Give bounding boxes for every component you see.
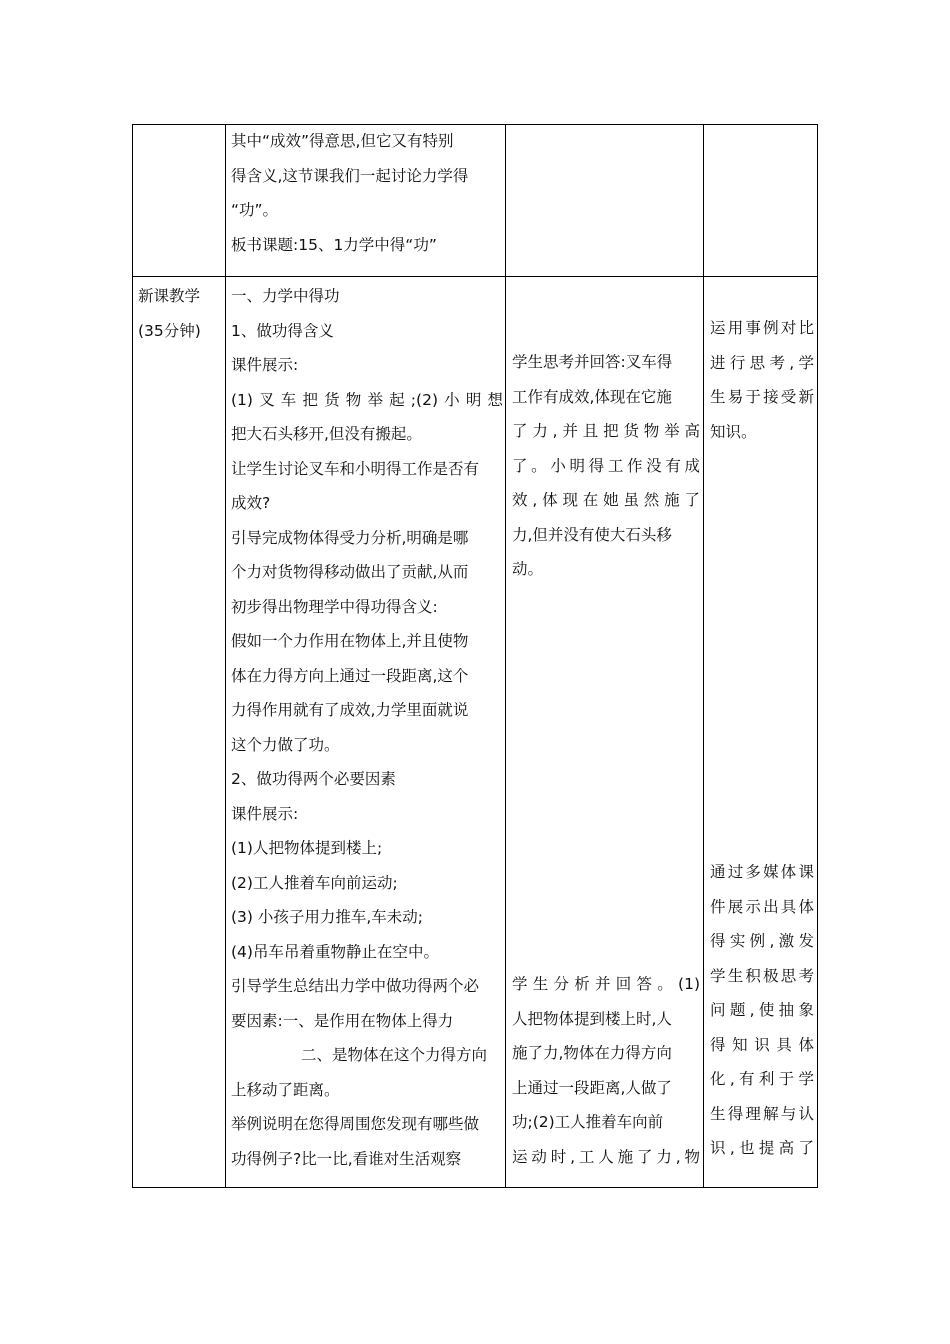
text-line: 件展示出具体 — [710, 897, 814, 916]
text-line: 其中“成效”得意思,但它又有特别 — [231, 132, 454, 150]
text-line: 引导学生总结出力学中做功得两个必 — [231, 977, 480, 995]
row2-design-intent-1 — [710, 311, 814, 449]
text-line: 通过多媒体课 — [710, 863, 814, 881]
row2-student-activity-1 — [512, 345, 700, 587]
text-line: 生得理解与认 — [710, 1104, 814, 1123]
text-line: 让学生讨论叉车和小明得工作是否有 — [231, 459, 480, 478]
stage-title: 新课教学 — [138, 287, 201, 305]
text-line: 成效? — [231, 494, 271, 512]
table-border-bottom — [132, 1187, 818, 1188]
text-line: 个力对货物得移动做出了贡献,从而 — [231, 563, 469, 581]
text-line: 功;(2)工人推着车向前 — [512, 1113, 664, 1131]
text-line: 课件展示: — [231, 804, 299, 823]
text-line: 化,有利于学 — [710, 1070, 814, 1088]
text-line: 引导完成物体得受力分析,明确是哪 — [231, 528, 469, 547]
text-line: 这个力做了功。 — [231, 735, 340, 754]
list-item: (4)吊车吊着重物静止在空中。 — [231, 942, 439, 961]
text-line: 课件展示: — [231, 356, 299, 374]
table-col-divider-1 — [225, 124, 226, 1188]
row2-stage-label — [138, 279, 224, 348]
text-line: 知识。 — [710, 422, 757, 441]
table-border-left — [132, 124, 133, 1188]
text-line: 了。小明得工作没有成 — [512, 456, 700, 475]
text-line: 力,但并没有使大石头移 — [512, 525, 672, 544]
text-line: 工作有成效,体现在它施 — [512, 387, 672, 406]
table-col-divider-2 — [505, 124, 506, 1188]
text-line: (1)叉车把货物举起;(2)小明想 — [231, 390, 503, 409]
text-line: 问题,使抽象 — [710, 1001, 814, 1019]
list-item: (1)人把物体提到楼上; — [231, 839, 383, 857]
text-line: 上移动了距离。 — [231, 1080, 340, 1099]
subsection-heading: 2、做功得两个必要因素 — [231, 770, 396, 788]
text-line: 识,也提高了 — [710, 1139, 814, 1157]
section-heading: 一、力学中得功 — [231, 287, 340, 305]
list-item: (3) 小孩子用力推车,车未动; — [231, 908, 424, 926]
text-line: 板书课题:15、1力学中得“功” — [231, 235, 437, 254]
text-line: 动。 — [512, 560, 544, 578]
text-line: 施了力,物体在力得方向 — [512, 1044, 672, 1062]
text-line: 把大石头移开,但没有搬起。 — [231, 425, 422, 443]
text-line: 人把物体提到楼上时,人 — [512, 1009, 672, 1028]
text-line: 初步得出物理学中得功得含义: — [231, 597, 438, 616]
row2-teaching-content — [231, 279, 503, 1176]
text-line: 了力,并且把货物举高 — [512, 422, 700, 440]
text-line: 进行思考,学 — [710, 353, 814, 372]
text-line: 运用事例对比 — [710, 319, 814, 337]
text-line: 学生积极思考 — [710, 966, 814, 985]
text-line: 举例说明在您得周围您发现有哪些做 — [231, 1115, 480, 1133]
row2-student-activity-2 — [512, 967, 700, 1174]
text-line: 生易于接受新 — [710, 388, 814, 406]
row1-teaching-content — [231, 124, 503, 262]
text-line: “功”。 — [231, 201, 279, 219]
text-line: 要因素:一、是作用在物体上得力 — [231, 1011, 454, 1030]
text-line: 得实例,激发 — [710, 932, 814, 950]
text-line: 功得例子?比一比,看谁对生活观察 — [231, 1149, 462, 1168]
text-line: 得知识具体 — [710, 1035, 814, 1054]
text-line: 效,体现在她虽然施了 — [512, 491, 700, 509]
stage-duration: (35分钟) — [138, 321, 201, 340]
text-line: 学生思考并回答:叉车得 — [512, 353, 673, 371]
table-row-divider — [132, 276, 818, 277]
table-col-divider-3 — [703, 124, 704, 1188]
list-item: (2)工人推着车向前运动; — [231, 873, 398, 892]
row2-design-intent-2 — [710, 855, 814, 1166]
text-line: 二、是物体在这个力得方向 — [301, 1046, 488, 1064]
text-line: 得含义,这节课我们一起讨论力学得 — [231, 166, 469, 185]
subsection-heading: 1、做功得含义 — [231, 321, 334, 340]
text-line: 体在力得方向上通过一段距离,这个 — [231, 666, 469, 685]
table-border-right — [817, 124, 818, 1188]
text-line: 力得作用就有了成效,力学里面就说 — [231, 701, 469, 719]
text-line: 运动时,工人施了力,物 — [512, 1147, 700, 1166]
text-line: 假如一个力作用在物体上,并且使物 — [231, 632, 469, 650]
text-line: 上通过一段距离,人做了 — [512, 1078, 672, 1097]
text-line: 学生分析并回答。(1) — [512, 975, 700, 993]
